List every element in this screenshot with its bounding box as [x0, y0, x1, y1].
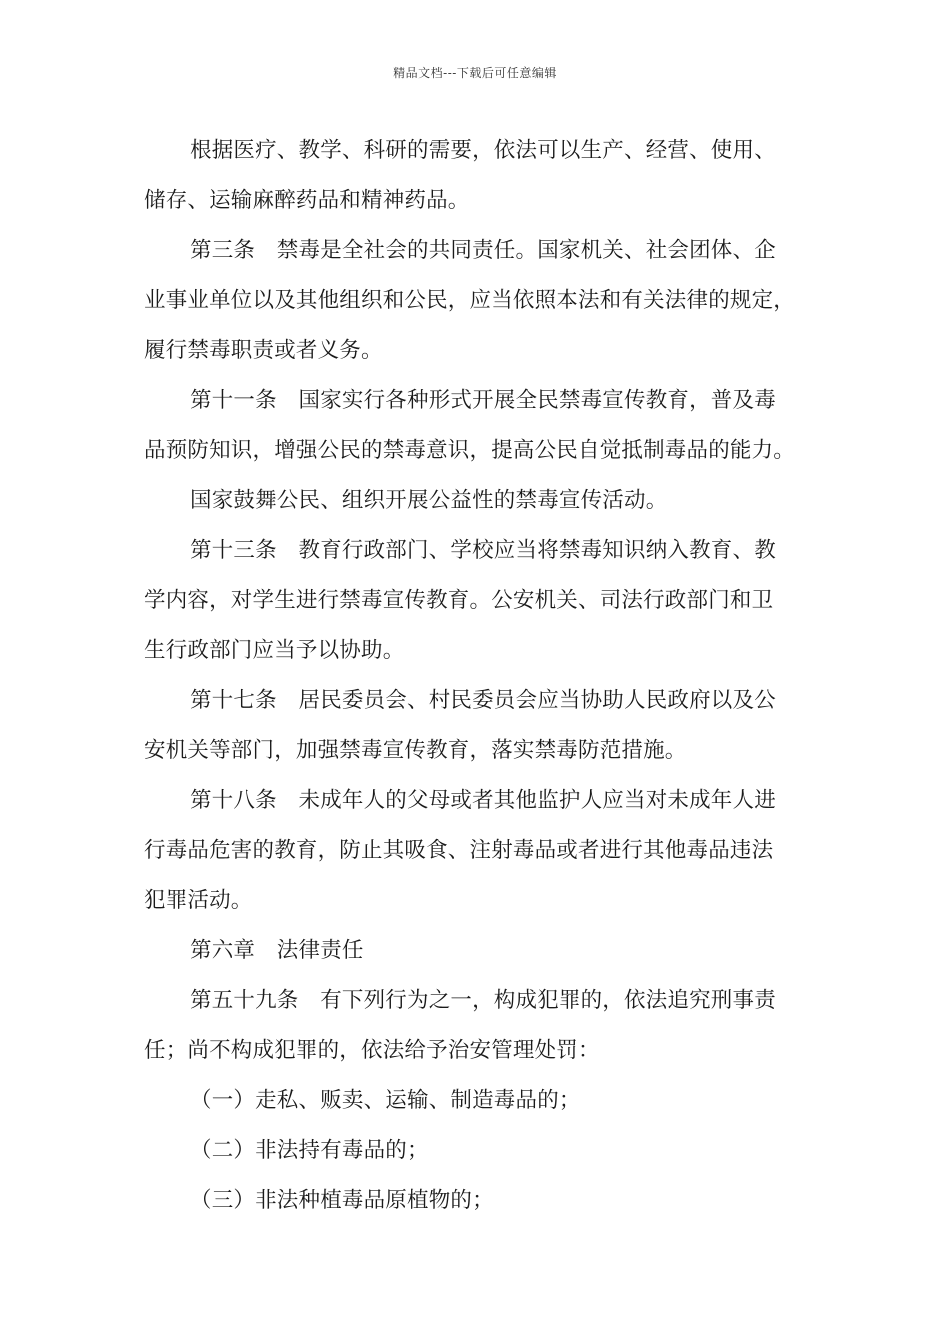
list-item: （一）走私、贩卖、运输、制造毒品的；: [190, 1088, 581, 1113]
list-item: （三）非法种植毒品原植物的；: [190, 1188, 494, 1213]
paragraph-line: 根据医疗、教学、科研的需要，依法可以生产、经营、使用、: [190, 138, 776, 163]
paragraph-line: 业事业单位以及其他组织和公民，应当依照本法和有关法律的规定，: [144, 288, 796, 313]
paragraph-line: 履行禁毒职责或者义务。: [144, 338, 383, 363]
article-11-line: 第十一条 国家实行各种形式开展全民禁毒宣传教育，普及毒: [190, 388, 776, 413]
article-59-line: 第五十九条 有下列行为之一，构成犯罪的，依法追究刑事责: [190, 988, 776, 1013]
paragraph-line: 学内容，对学生进行禁毒宣传教育。公安机关、司法行政部门和卫: [144, 588, 774, 613]
paragraph-line: 储存、运输麻醉药品和精神药品。: [144, 188, 470, 213]
paragraph-line: 品预防知识，增强公民的禁毒意识，提高公民自觉抵制毒品的能力。: [144, 438, 796, 463]
article-17-line: 第十七条 居民委员会、村民委员会应当协助人民政府以及公: [190, 688, 776, 713]
document-body: [144, 126, 824, 1226]
chapter-heading: 第六章 法律责任: [190, 938, 364, 963]
paragraph-line: 国家鼓舞公民、组织开展公益性的禁毒宣传活动。: [190, 488, 668, 513]
paragraph-line: 犯罪活动。: [144, 888, 253, 913]
article-13-line: 第十三条 教育行政部门、学校应当将禁毒知识纳入教育、教: [190, 538, 776, 563]
page-header: 精品文档---下载后可任意编辑: [393, 66, 557, 80]
article-18-line: 第十八条 未成年人的父母或者其他监护人应当对未成年人进: [190, 788, 776, 813]
paragraph-line: 生行政部门应当予以协助。: [144, 638, 405, 663]
list-item: （二）非法持有毒品的；: [190, 1138, 429, 1163]
paragraph-line: 行毒品危害的教育，防止其吸食、注射毒品或者进行其他毒品违法: [144, 838, 774, 863]
paragraph-line: 任；尚不构成犯罪的，依法给予治安管理处罚：: [144, 1038, 600, 1063]
article-3-line: 第三条 禁毒是全社会的共同责任。国家机关、社会团体、企: [190, 238, 776, 263]
paragraph-line: 安机关等部门，加强禁毒宣传教育，落实禁毒防范措施。: [144, 738, 687, 763]
